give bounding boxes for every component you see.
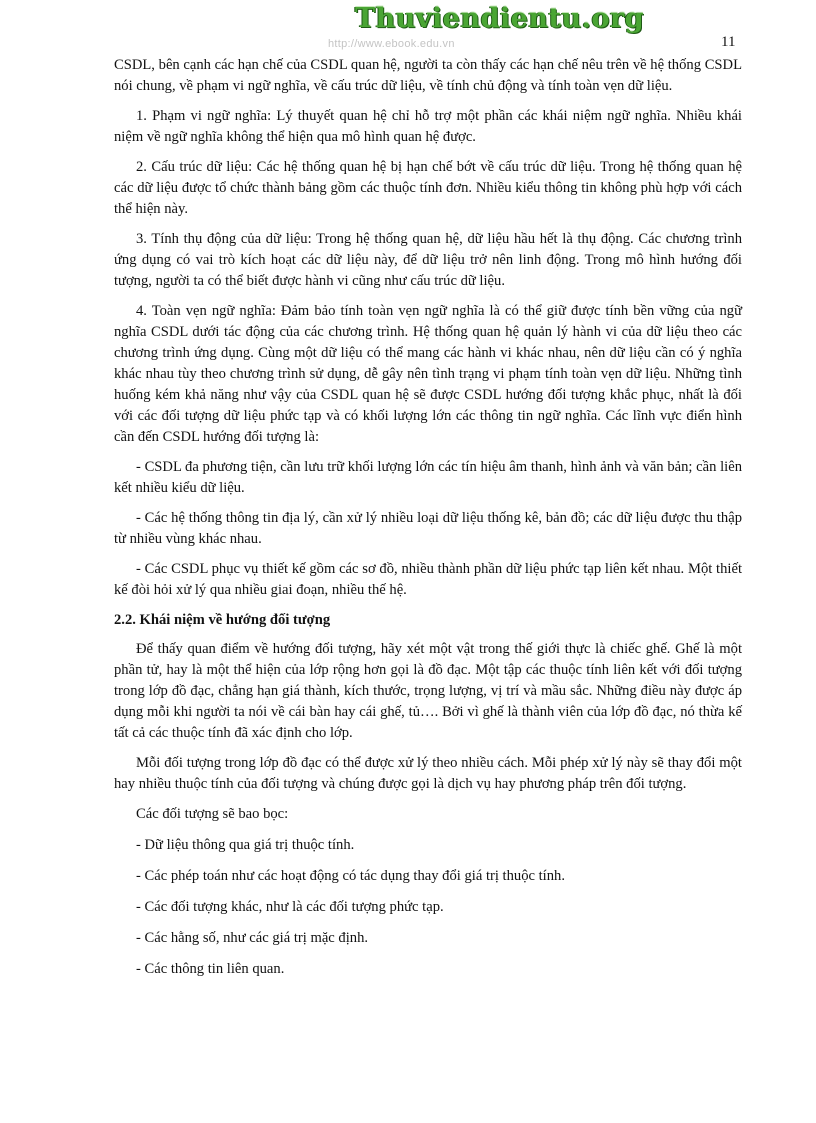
list-item: - Các hằng số, như các giá trị mặc định. (136, 930, 369, 946)
paragraph-passive-data: 3. Tính thụ động của dữ liệu: Trong hệ thống quan hệ, dữ liệu hầu hết là thụ động. Các chương trình ứng dụng có vai trò kích hoạt các dữ liệu này, để dữ liệu trở nên linh động. Trong mô hình hướng đối tượng, người ta có thể biết được hành vi cũng như cấu trúc dữ liệu. (114, 231, 742, 289)
list-item: - Các thông tin liên quan. (136, 961, 285, 977)
watermark-url: http://www.ebook.edu.vn (328, 38, 455, 50)
paragraph-semantic-integrity: 4. Toàn vẹn ngữ nghĩa: Đảm bảo tính toàn vẹn ngữ nghĩa là có thể giữ được tính bền vững của ngữ nghĩa CSDL dưới tác động của các chương trình. Hệ thống quan hệ quản lý hành vi của dữ liệu theo các chương trình ứng dụng. Cùng một dữ liệu có thể mang các hành vi khác nhau, nên dữ liệu cần có ý nghĩa khác nhau tùy theo chương trình sử dụng, dễ gây nên tình trạng vi phạm tính toàn vẹn dữ liệu. Những tình huống kém khả năng như vậy của CSDL quan hệ sẽ được CSDL hướng đối tượng khắc phục, nhất là đối với các đối tượng dữ liệu phức tạp và có khối lượng lớn các thông tin ngữ nghĩa. Các lĩnh vực điển hình cần đến CSDL hướng đối tượng là: (114, 303, 742, 445)
paragraph-methods: Mỗi đối tượng trong lớp đồ đạc có thể được xử lý theo nhiều cách. Mỗi phép xử lý này sẽ thay đổi một hay nhiều thuộc tính của đối tượng và chúng được gọi là dịch vụ hay phương pháp trên đối tượng. (114, 755, 742, 792)
list-item: - Các đối tượng khác, như là các đối tượng phức tạp. (136, 899, 444, 915)
paragraph-intro: CSDL, bên cạnh các hạn chế của CSDL quan hệ, người ta còn thấy các hạn chế nêu trên về hệ thống CSDL nói chung, về phạm vi ngữ nghĩa, về cấu trúc dữ liệu, về tính chủ động và tính toàn vẹn dữ liệu. (114, 57, 742, 94)
paragraph-data-structure: 2. Cấu trúc dữ liệu: Các hệ thống quan hệ bị hạn chế bớt về cấu trúc dữ liệu. Trong hệ thống quan hệ các dữ liệu được tổ chức thành bảng gồm các thuộc tính đơn. Nhiều kiểu thông tin không phù hợp với cách thể hiện này. (114, 159, 742, 217)
section-heading: 2.2. Khái niệm về hướng đối tượng (114, 612, 331, 628)
list-item-design-db: - Các CSDL phục vụ thiết kế gồm các sơ đồ, nhiều thành phần dữ liệu phức tạp liên kết nhau. Một thiết kế đòi hỏi xử lý qua nhiều giai đoạn, nhiều thế hệ. (114, 561, 742, 598)
list-item: - Các phép toán như các hoạt động có tác dụng thay đổi giá trị thuộc tính. (136, 868, 565, 884)
list-item: - Dữ liệu thông qua giá trị thuộc tính. (136, 837, 355, 853)
page-number: 11 (721, 34, 736, 50)
paragraph-chair-example: Để thấy quan điểm về hướng đối tượng, hãy xét một vật trong thế giới thực là chiếc ghế. Ghế là một phần tử, hay là một thể hiện của lớp rộng hơn gọi là đồ đạc. Một tập các thuộc tính liên kết với đối tượng trong lớp đồ đạc, chẳng hạn giá thành, kích thước, trọng lượng, vị trí và mầu sắc. Những điều này được áp dụng mỗi khi người ta nói về cái bàn hay cái ghế, tủ…. Bởi vì ghế là thành viên của lớp đồ đạc, nó thừa kế tất cả các thuộc tính đã xác định cho lớp. (114, 641, 742, 741)
paragraph-semantic-scope: 1. Phạm vi ngữ nghĩa: Lý thuyết quan hệ chỉ hỗ trợ một phần các khái niệm ngữ nghĩa. Nhiều khái niệm về ngữ nghĩa không thể hiện qua mô hình quan hệ được. (114, 108, 742, 145)
list-item-gis: - Các hệ thống thông tin địa lý, cần xử lý nhiều loại dữ liệu thống kê, bản đồ; các dữ liệu được thu thập từ nhiều vùng khác nhau. (114, 510, 742, 547)
site-logo: Thuviendientu.org (355, 3, 645, 34)
document-body (114, 55, 742, 990)
list-item-multimedia: - CSDL đa phương tiện, cần lưu trữ khối lượng lớn các tín hiệu âm thanh, hình ảnh và văn bản; cần liên kết nhiều kiểu dữ liệu. (114, 459, 742, 496)
paragraph-encapsulation-intro: Các đối tượng sẽ bao bọc: (136, 806, 289, 822)
